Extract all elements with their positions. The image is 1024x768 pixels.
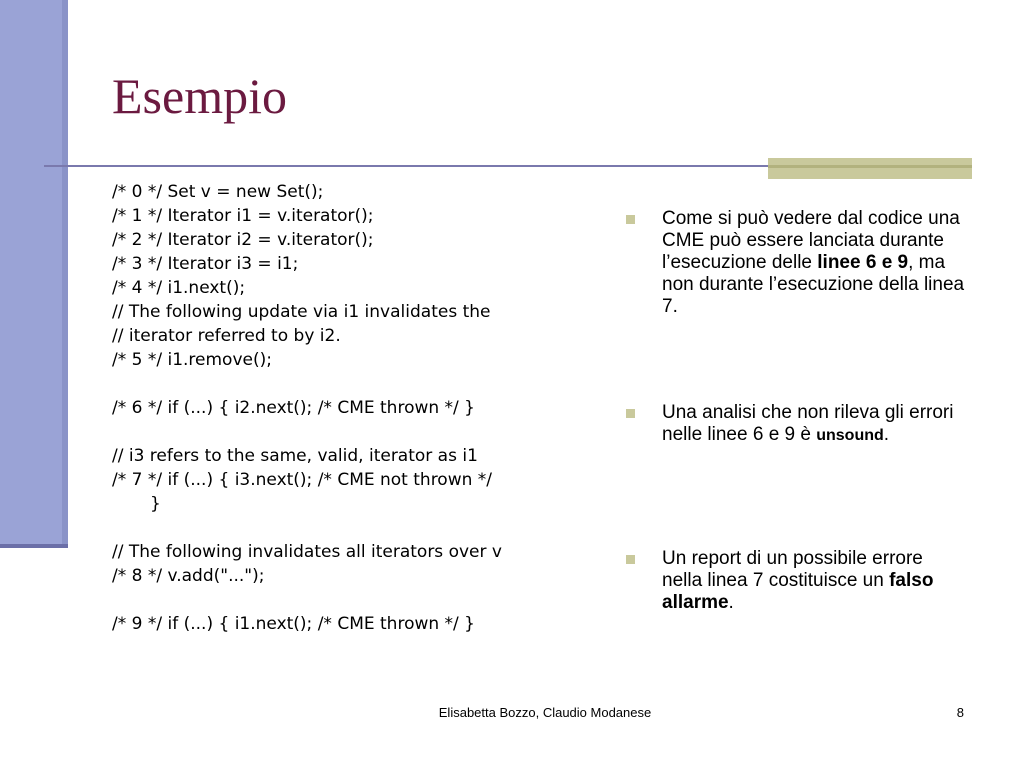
bullet-text-part: Come si può vedere dal codice una CME può essere lanciata durante l’esecuzione delle [662,208,960,273]
code-line: // The following update via i1 invalidates the [112,302,491,322]
accent-line [768,165,972,168]
bullet-text [662,208,967,318]
square-bullet-icon [626,215,635,224]
code-line: /* 2 */ Iterator i2 = v.iterator(); [112,230,374,250]
code-spacer [112,516,602,540]
code-continuation-text: } [150,494,161,514]
bullet-item-3 [622,548,967,614]
bullet-text-part: . [883,424,890,445]
bullet-text-part: Un report di un possibile errore nella linea 7 costituisce un [662,548,923,591]
bullet-bold-text: falso allarme [662,570,934,613]
code-line: /* 4 */ i1.next(); [112,278,246,298]
code-line-continuation [112,492,602,516]
code-line: /* 1 */ Iterator i1 = v.iterator(); [112,206,374,226]
accent-block [768,158,972,179]
bullet-item-1 [622,208,967,318]
slide-title: Esempio [112,68,287,124]
bullet-bold-text: unsound [816,427,884,444]
code-line: /* 9 */ if (...) { i1.next(); /* CME thrown */ } [112,614,475,634]
square-bullet-icon [626,555,635,564]
bullet-text-part: Una analisi che non rileva gli errori nelle linee 6 e 9 è [662,402,954,445]
left-bar-shade [62,0,68,546]
code-line: /* 3 */ Iterator i3 = i1; [112,254,299,274]
code-line: // i3 refers to the same, valid, iterator as i1 [112,446,478,466]
code-spacer [112,420,602,444]
code-line: /* 6 */ if (...) { i2.next(); /* CME thrown */ } [112,398,475,418]
code-line: /* 8 */ v.add("..."); [112,566,265,586]
code-line: // The following invalidates all iterators over v [112,542,502,562]
bullet-text [662,548,967,614]
code-line: /* 7 */ if (...) { i3.next(); /* CME not thrown */ [112,470,493,490]
code-line: // iterator referred to by i2. [112,326,341,346]
code-spacer [112,588,602,612]
left-decorative-bar [0,0,68,546]
code-line: /* 5 */ i1.remove(); [112,350,272,370]
bullet-text-part: . [728,592,734,613]
left-bar-edge [0,544,68,548]
bullet-text [662,402,967,447]
square-bullet-icon [626,409,635,418]
code-spacer [112,372,602,396]
code-line: /* 0 */ Set v = new Set(); [112,182,324,202]
bullet-item-2 [622,402,967,447]
bullet-bold-text: linee 6 e 9 [817,252,909,273]
bullet-text-part: , ma non durante l’esecuzione della linea 7. [662,252,965,317]
page-number: 8 [956,705,964,720]
code-listing [112,180,602,636]
footer-authors: Elisabetta Bozzo, Claudio Modanese [438,705,652,720]
